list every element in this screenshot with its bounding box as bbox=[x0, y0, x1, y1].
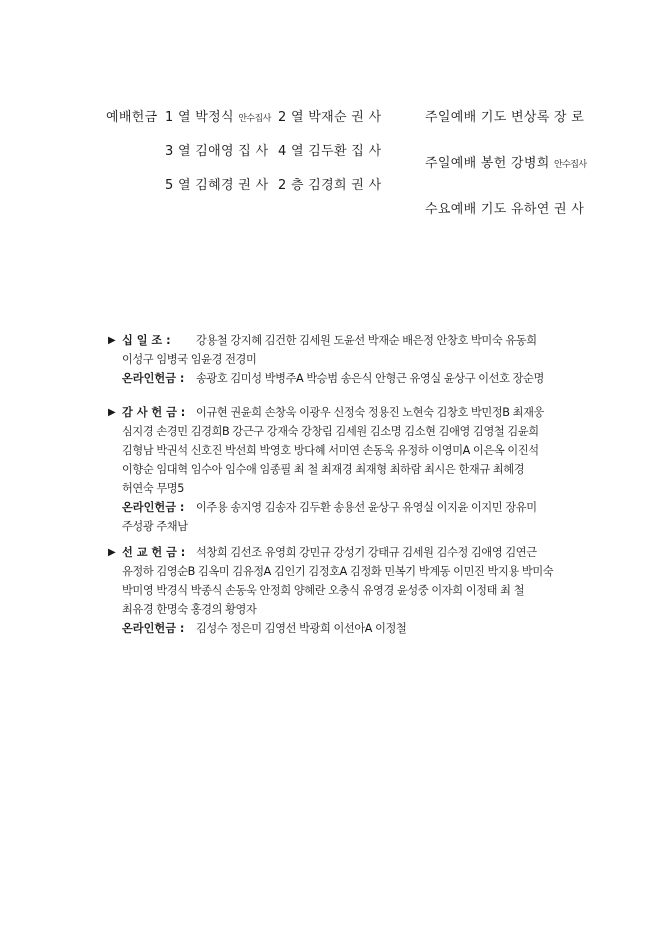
online-names-line: 주성광 주채남 bbox=[122, 520, 188, 533]
names-line: 허연숙 무명5 bbox=[122, 482, 184, 495]
offering-row3-col1: 5 열 김혜경 권 사 bbox=[165, 178, 269, 193]
online-names-line: 이주용 송지영 김송자 김두환 송용선 윤상구 유영실 이지윤 이지민 장유미 bbox=[196, 501, 537, 514]
section-label: 십 일 조 : bbox=[122, 334, 171, 347]
offering-row1-col2: 2 열 박재순 권 사 bbox=[278, 110, 382, 125]
section-label: 선 교 헌 금 : bbox=[122, 546, 186, 559]
triangle-bullet-icon: ▶ bbox=[108, 335, 116, 346]
offering-row1-col1: 1 열 박정식 안수집사 bbox=[165, 110, 271, 125]
triangle-bullet-icon: ▶ bbox=[108, 547, 116, 558]
online-label: 온라인헌금 : bbox=[122, 501, 185, 514]
names-line: 이규현 권윤희 손창욱 이광우 신정숙 정용진 노현숙 김창호 박민정B 최재웅 bbox=[196, 406, 544, 419]
names-line: 유정하 김영순B 김옥미 김유정A 김인기 김정호A 김정화 민복기 박계동 이민진 박지용 박미숙 bbox=[122, 565, 554, 578]
online-label: 온라인헌금 : bbox=[122, 622, 185, 635]
offering-row2-col2: 4 열 김두환 집 사 bbox=[278, 144, 382, 159]
names-line: 석창희 김선조 유영희 강민규 강성기 강태규 김세원 김수정 김애영 김연근 bbox=[196, 546, 537, 559]
section-tithe bbox=[108, 331, 568, 388]
names-line: 심지경 손경민 김경희B 강근구 강재숙 강창림 김세원 김소명 김소현 김애영 김영철 김윤희 bbox=[122, 425, 539, 438]
names-line: 최유경 한명숙 홍경의 황영자 bbox=[122, 603, 257, 616]
names-line: 강용철 강지혜 김건한 김세원 도윤선 박재순 배은정 안창호 박미숙 유동희 bbox=[196, 334, 537, 347]
offering-row2-col1: 3 열 김애영 집 사 bbox=[165, 144, 269, 159]
section-thanksgiving bbox=[108, 403, 568, 536]
section-label: 감 사 헌 금 : bbox=[122, 406, 186, 419]
triangle-bullet-icon: ▶ bbox=[108, 407, 116, 418]
names-line: 김형남 박권석 신호진 박선희 박영호 방다혜 서미연 손동욱 유정하 이영미A 이은옥 이진석 bbox=[122, 444, 539, 457]
names-line: 박미영 박경식 박종식 손동욱 안정희 양혜란 오충식 유영경 윤성중 이자희 이정태 최 철 bbox=[122, 584, 525, 597]
offering-sunday: 주일예배 봉헌 강병희 안수집사 bbox=[425, 156, 587, 171]
online-label: 온라인헌금 : bbox=[122, 372, 185, 385]
prayer-wednesday: 수요예배 기도 유하연 권 사 bbox=[425, 202, 585, 217]
names-line: 이향순 임대혁 임수아 임수애 임종필 최 철 최재경 최재형 최하람 최시은 한재규 최혜경 bbox=[122, 463, 525, 476]
offering-row3-col2: 2 층 김경희 권 사 bbox=[278, 178, 382, 193]
offering-label: 예배헌금 bbox=[106, 110, 158, 125]
online-names-line: 김성수 정은미 김영선 박광희 이선아A 이정철 bbox=[196, 622, 407, 635]
prayer-sunday: 주일예배 기도 변상록 장 로 bbox=[425, 110, 585, 125]
section-mission bbox=[108, 543, 568, 638]
names-line: 이성구 임병국 임윤경 전경미 bbox=[122, 353, 257, 366]
online-names-line: 송광호 김미성 박병주A 박승범 송은식 안형근 유영실 윤상구 이선호 장순명 bbox=[196, 372, 544, 385]
